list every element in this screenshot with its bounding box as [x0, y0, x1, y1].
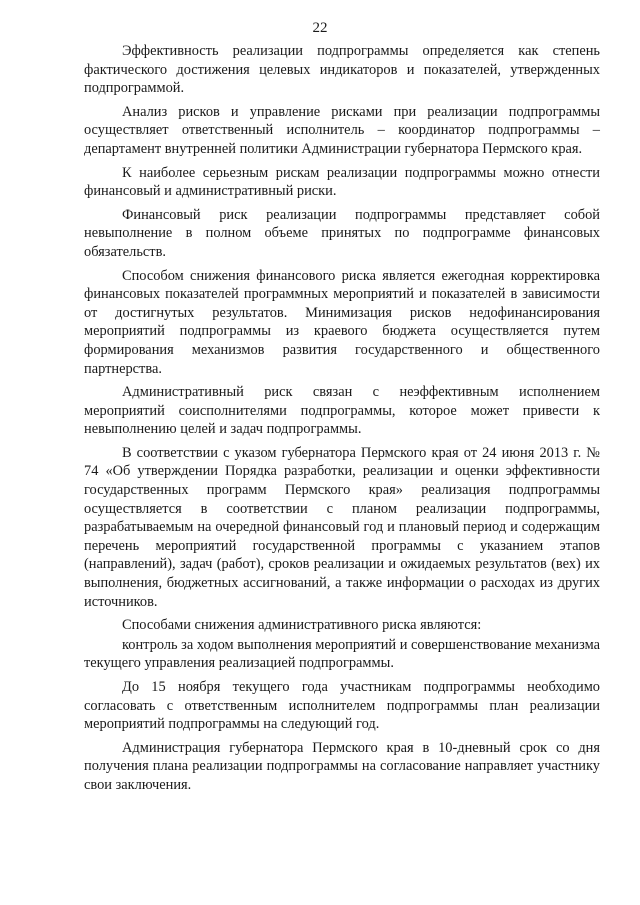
paragraph-risk-analysis: Анализ рисков и управление рисками при реализации подпрограммы осуществляет ответственный исполнитель – координатор подпрограммы – департамент внутренней политики Администрации губернатора Пермского края.	[84, 103, 600, 157]
paragraph-control-method: контроль за ходом выполнения мероприятий и совершенствование механизма текущего управления реализацией подпрограммы.	[84, 636, 600, 672]
page-number: 22	[312, 20, 328, 36]
paragraph-plan-deadline: До 15 ноября текущего года участникам подпрограммы необходимо согласовать с ответственным исполнителем подпрограммы план реализации мероприятий подпрограммы на следующий год.	[84, 679, 600, 733]
paragraph-mitigation-methods-intro: Способами снижения административного риска являются:	[122, 617, 482, 634]
paragraph-main-risks: К наиболее серьезным рискам реализации подпрограммы можно отнести финансовый и административный риски.	[84, 164, 600, 200]
paragraph-administrative-risk: Административный риск связан с неэффективным исполнением мероприятий соисполнителями подпрограммы, которое может привести к невыполнению целей и задач подпрограммы.	[84, 384, 600, 438]
paragraph-financial-risk: Финансовый риск реализации подпрограммы представляет собой невыполнение в полном объеме принятых по подпрограмме финансовых обязательств.	[84, 206, 600, 260]
paragraph-decree-reference: В соответствии с указом губернатора Пермского края от 24 июня 2013 г. № 74 «Об утверждении Порядка разработки, реализации и оценки эффективности государственных программ Пермского края» реализация подпрограммы осуществляется в соответствии с планом реализации подпрограммы, разрабатываемым на очередной финансовый год и плановый период и содержащим перечень мероприятий государственной программы с указанием этапов (направлений), задач (работ), сроков реализации и ожидаемых результатов (вех) их выполнения, бюджетных ассигнований, а также информации о расходах из других источников.	[84, 444, 600, 610]
document-body	[84, 42, 600, 800]
paragraph-efficiency: Эффективность реализации подпрограммы определяется как степень фактического достижения целевых индикаторов и показателей, утвержденных подпрограммой.	[84, 43, 600, 97]
paragraph-administration-response: Администрация губернатора Пермского края в 10-дневный срок со дня получения плана реализации подпрограммы на согласование направляет участнику свои заключения.	[84, 739, 600, 793]
paragraph-financial-risk-mitigation: Способом снижения финансового риска является ежегодная корректировка финансовых показателей программных мероприятий и показателей в зависимости от достигнутых результатов. Минимизация рисков недофинансирования мероприятий подпрограммы из краевого бюджета осуществляется путем формирования механизмов развития государственного и общественного партнерства.	[84, 267, 600, 377]
